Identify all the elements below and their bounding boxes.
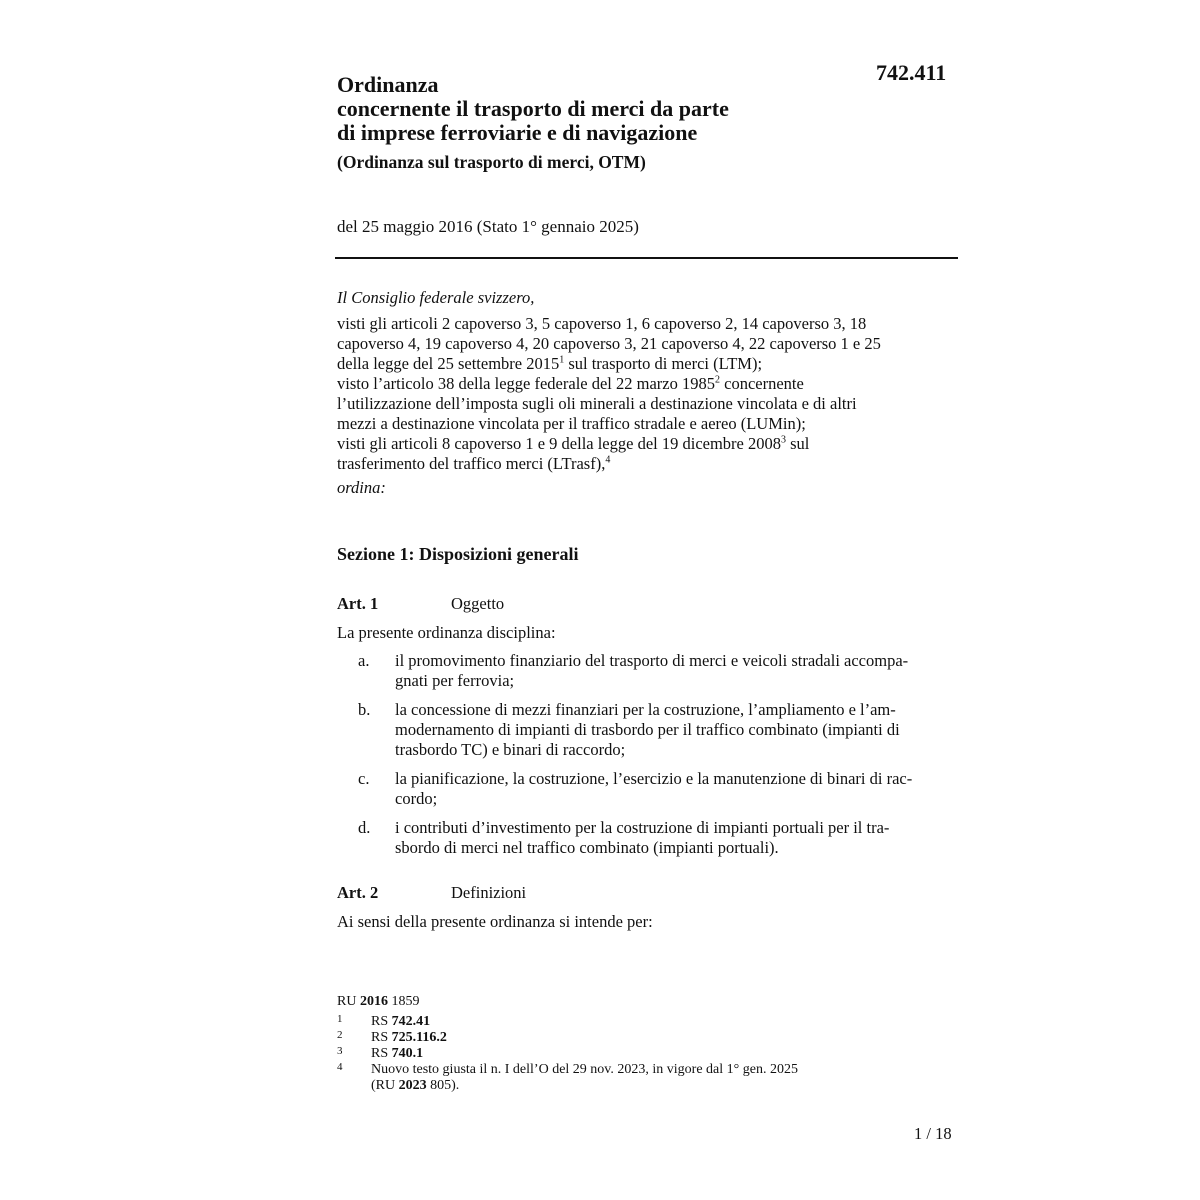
footnote-ref-1[interactable]: 1 [559,354,565,366]
preamble-text: sul trasporto di merci (LTM); [564,354,763,373]
list-line: la concessione di mezzi finanziari per la costruzione, l’ampliamento e l’am- [395,700,896,719]
ru-year: 2016 [359,994,388,1009]
page-number: 1 / 18 [914,1124,952,1143]
section-heading: Sezione 1: Disposizioni generali [337,544,579,564]
footnote-ref-3[interactable]: 3 [781,434,786,446]
footnote-year[interactable]: 2023 [398,1078,427,1093]
list-text [395,651,957,691]
preamble-closing: ordina: [337,478,386,497]
preamble-text: concernente [720,374,804,393]
title-line: concernente il trasporto di merci da parte [337,96,729,121]
list-text [395,769,957,809]
article-number: Art. 2 [337,883,379,902]
list-text [395,700,957,760]
footnote-ref[interactable]: 725.116.2 [391,1030,447,1045]
preamble-line [337,374,957,394]
list-line: il promovimento finanziario del trasporto di merci e veicoli stradali accompa- [395,651,909,670]
preamble-text: della legge del 25 settembre 2015 [337,354,560,373]
title-line: di imprese ferroviarie e di navigazione [337,120,698,145]
list-line: gnati per ferrovia; [395,671,515,690]
preamble-line [337,354,957,374]
preamble-text: visti gli articoli 8 capoverso 1 e 9 della legge del 19 dicembre 2008 [337,434,781,453]
footnote-number: 4 [337,1061,343,1073]
article-2-heading [337,883,526,903]
official-compilation-ref [337,994,957,1010]
footnote-ref-4[interactable]: 4 [605,454,611,466]
footnote-prefix: RS [371,1014,392,1029]
article-2-intro: Ai sensi della presente ordinanza si intende per: [337,912,653,931]
article-1-heading [337,594,504,614]
footnote-number: 3 [337,1045,343,1057]
preamble-line [337,434,957,454]
list-letter: d. [358,818,371,837]
list-line: trasbordo TC) e binari di raccordo; [395,740,626,759]
document-date: del 25 maggio 2016 (Stato 1° gennaio 2025) [337,217,639,236]
footnote-ref[interactable]: 742.41 [391,1014,431,1029]
document-number: 742.411 [876,60,947,85]
article-1-intro: La presente ordinanza disciplina: [337,623,556,642]
footnote [337,1046,957,1062]
list-letter: c. [358,769,370,788]
document-title [337,73,897,173]
footnote [337,1014,957,1030]
list-line: la pianificazione, la costruzione, l’esercizio e la manutenzione di binari di rac- [395,769,913,788]
footnote [337,1062,957,1078]
footnotes [337,994,957,1094]
preamble [337,288,957,498]
footnote-prefix: RS [371,1046,392,1061]
footnote-continuation [337,1078,957,1094]
footnote-prefix: RS [371,1030,392,1045]
list-item [337,700,957,760]
title-line: Ordinanza [337,72,439,97]
list-line: sbordo di merci nel traffico combinato (impianti portuali). [395,838,779,857]
list-letter: a. [358,651,370,670]
preamble-line: capoverso 4, 19 capoverso 4, 20 capoverso 3, 21 capoverso 4, 22 capoverso 1 e 25 [337,334,881,353]
list-text [395,818,957,858]
preamble-text: sul [786,434,810,453]
article-number: Art. 1 [337,594,379,613]
footnote-ref[interactable]: 740.1 [391,1046,424,1061]
footnote-number: 1 [337,1013,343,1025]
list-letter: b. [358,700,371,719]
footnote-text: 805). [426,1078,460,1093]
preamble-line: mezzi a destinazione vincolata per il traffico stradale e aereo (LUMin); [337,414,806,433]
preamble-text: visto l’articolo 38 della legge federale del 22 marzo 1985 [337,374,715,393]
footnote-number: 2 [337,1029,343,1041]
preamble-text: trasferimento del traffico merci (LTrasf), [337,454,606,473]
preamble-line: l’utilizzazione dell’imposta sugli oli minerali a destinazione vincolata e di altri [337,394,857,413]
footnote-text: Nuovo testo giusta il n. I dell’O del 29 nov. 2023, in vigore dal 1° gen. 2025 [371,1062,798,1077]
ru-page: 1859 [387,994,420,1009]
list-item [337,769,957,809]
article-1-list [337,651,957,867]
footnote [337,1030,957,1046]
preamble-intro: Il Consiglio federale svizzero, [337,288,535,307]
article-title: Oggetto [451,594,505,613]
list-line: i contributi d’investimento per la costruzione di impianti portuali per il tra- [395,818,890,837]
preamble-line: visti gli articoli 2 capoverso 3, 5 capoverso 1, 6 capoverso 2, 14 capoverso 3, 18 [337,314,867,333]
footnote-ref-2[interactable]: 2 [715,374,720,386]
preamble-line [337,454,957,474]
list-line: modernamento di impianti di trasbordo per il traffico combinato (impianti di [395,720,900,739]
list-line: cordo; [395,789,438,808]
footnote-text: (RU [371,1078,399,1093]
list-item [337,651,957,691]
list-item [337,818,957,858]
article-title: Definizioni [451,883,527,902]
header-divider [335,257,958,259]
ru-prefix: RU [337,994,360,1009]
document-subtitle: (Ordinanza sul trasporto di merci, OTM) [337,152,646,172]
